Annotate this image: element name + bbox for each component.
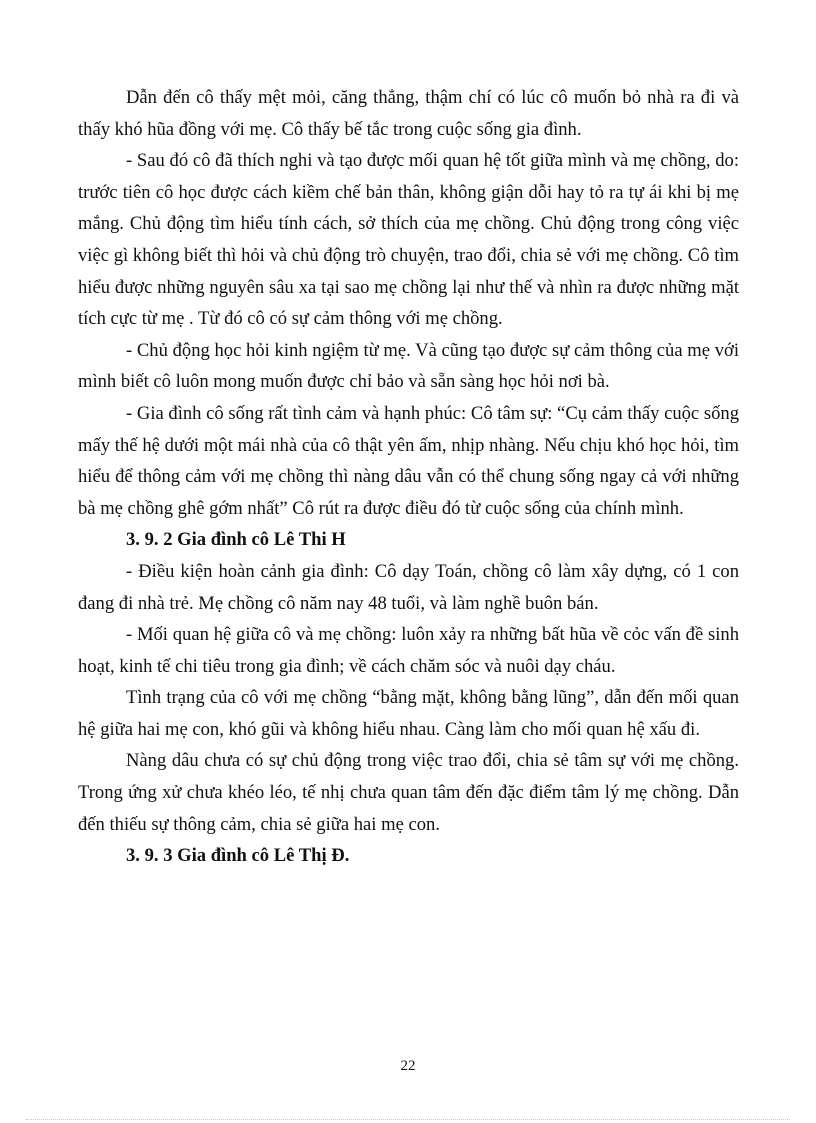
- paragraph-relationship: - Mối quan hệ giữa cô và mẹ chồng: luôn xảy ra những bất hũa về cỏc vấn đề sinh hoạt, kinh tế chi tiêu trong gia đình; về cách chăm sóc và nuôi dạy cháu.: [78, 624, 739, 677]
- document-page: [78, 82, 739, 872]
- paragraph-adaptation: - Sau đó cô đã thích nghi và tạo được mối quan hệ tốt giữa mình và mẹ chồng, do: trước tiên cô học được cách kiềm chế bản thân, không giận dỗi hay tỏ ra tự ái khi bị mẹ mắng. Chủ động tìm hiểu tính cách, sở thích của mẹ chồng. Chủ động trong công việc việc gì không biết thì hỏi và chủ động trò chuyện, trao đổi, chia sẻ với mẹ chồng. Cô tìm hiểu được những nguyên sâu xa tại sao mẹ chồng lại như thế và nhìn ra được những mặt tích cực từ mẹ . Từ đó cô có sự cảm thông với mẹ chồng.: [78, 150, 739, 330]
- paragraph-happy-family: - Gia đình cô sống rất tình cảm và hạnh phúc: Cô tâm sự: “Cụ cảm thấy cuộc sống mấy thế hệ dưới một mái nhà của cô thật yên ấm, nhịp nhàng. Nếu chịu khó học hỏi, tìm hiểu để thông cảm với mẹ chồng thì nàng dâu vẫn có thể chung sống ngay cả với những bà mẹ chồng ghê gớm nhất” Cô rút ra được điều đó từ cuộc sống của chính mình.: [78, 402, 739, 519]
- paragraph-daughter-in-law: Nàng dâu chưa có sự chủ động trong việc trao đổi, chia sẻ tâm sự với mẹ chồng. Trong ứng xử chưa khéo léo, tế nhị chưa quan tâm đến đặc điểm tâm lý mẹ chồng. Dẫn đến thiếu sự thông cảm, chia sẻ giữa hai mẹ con.: [78, 750, 739, 835]
- section-heading-3-9-3: 3. 9. 3 Gia đình cô Lê Thị Đ.: [126, 845, 350, 867]
- section-heading-3-9-2: 3. 9. 2 Gia đình cô Lê Thi H: [126, 529, 346, 551]
- page-number: 22: [400, 1058, 416, 1074]
- paragraph-situation: Tình trạng của cô với mẹ chồng “bằng mặt, không bằng lũng”, dẫn đến mối quan hệ giữa hai mẹ con, khó gũi và không hiểu nhau. Càng làm cho mối quan hệ xấu đi.: [78, 687, 739, 740]
- paragraph-learning: - Chủ động học hỏi kinh ngiệm từ mẹ. Và cũng tạo được sự cảm thông của mẹ với mình biết cô luôn mong muốn được chỉ bảo và sẵn sàng học hỏi nơi bà.: [78, 339, 739, 393]
- paragraph-stress: Dẫn đến cô thấy mệt mỏi, căng thẳng, thậm chí có lúc cô muốn bỏ nhà ra đi và thấy khó hũa đồng với mẹ. Cô thấy bế tắc trong cuộc sống gia đình.: [78, 87, 739, 140]
- paragraph-family-conditions: - Điều kiện hoàn cảnh gia đình: Cô dạy Toán, chồng cô làm xây dựng, có 1 con đang đi nhà trẻ. Mẹ chồng cô năm nay 48 tuổi, và làm nghề buôn bán.: [78, 560, 739, 614]
- page-bottom-divider: [26, 1119, 790, 1120]
